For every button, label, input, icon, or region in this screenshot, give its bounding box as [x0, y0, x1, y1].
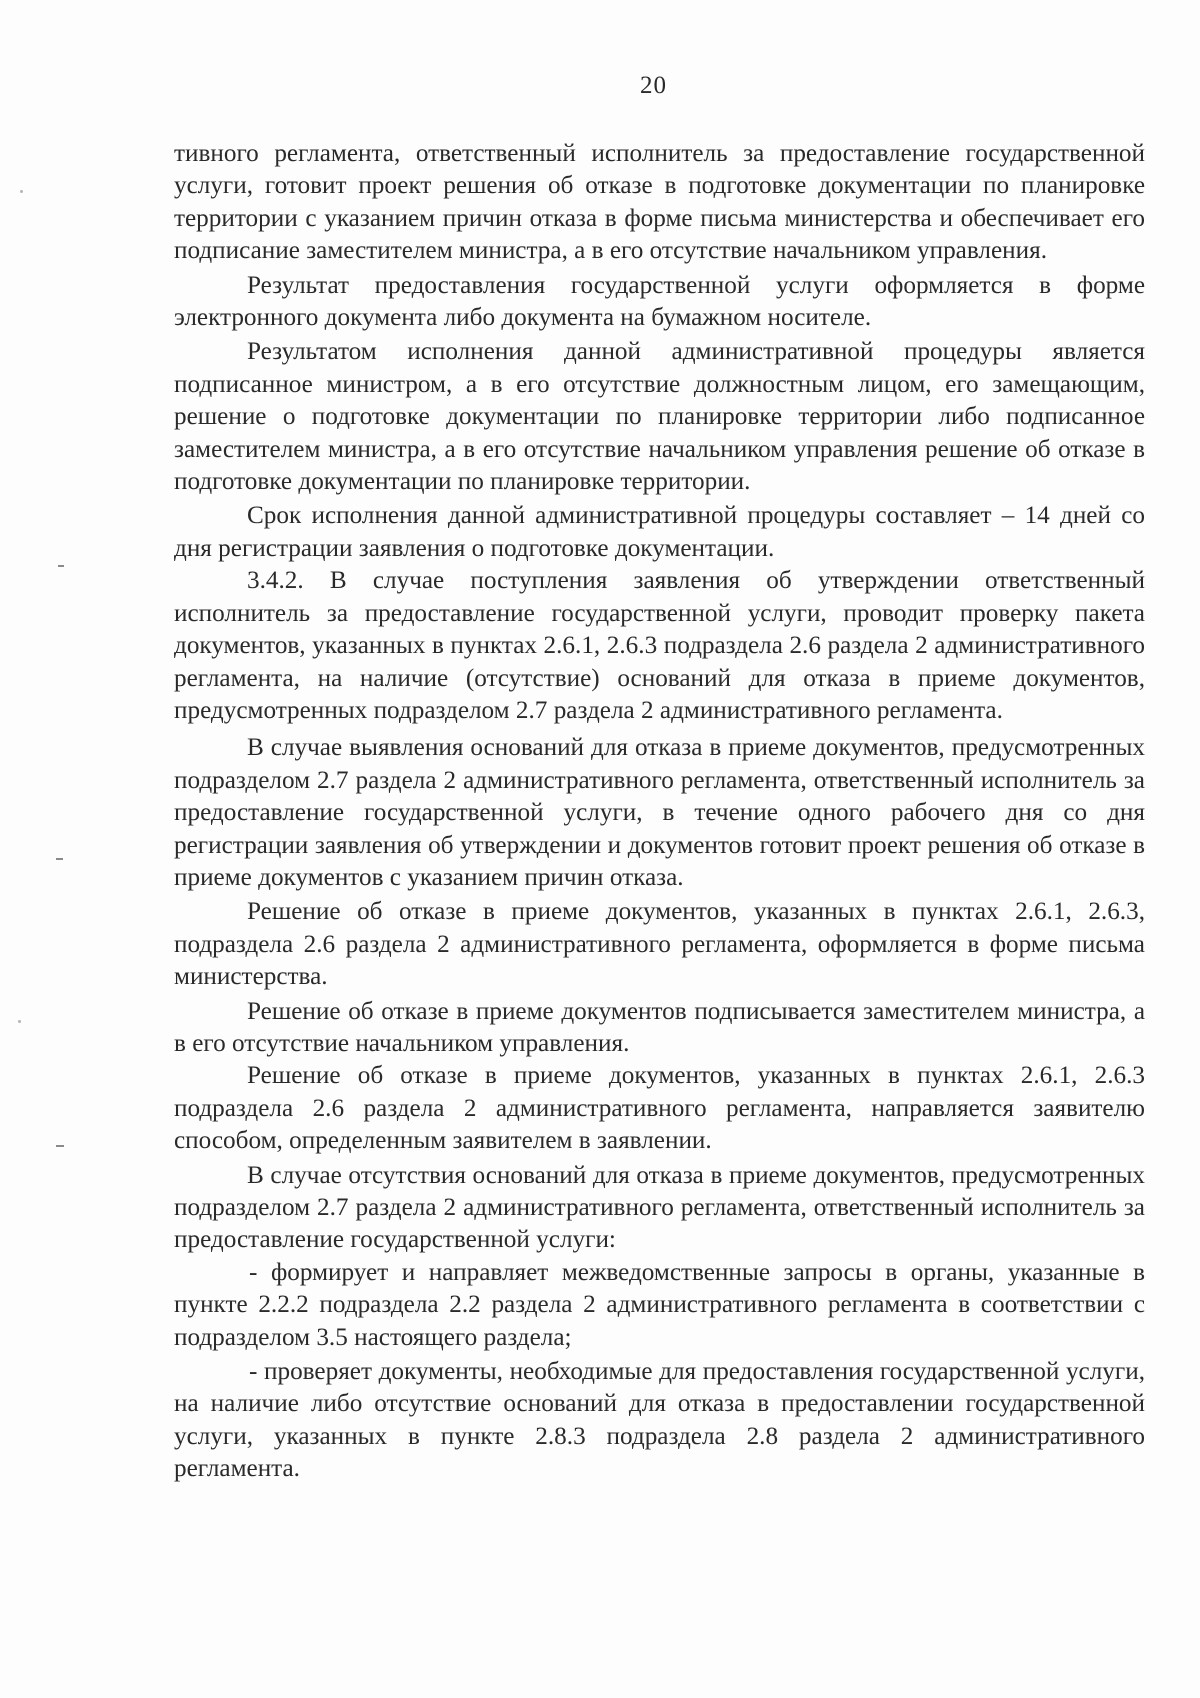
paragraph-result-format: Результат предоставления государственной услуги оформляется в форме электронного документа либо документа на бумажном носителе. — [174, 271, 1145, 332]
list-item-interagency-requests: - формирует и направляет межведомственные запросы в органы, указанные в пункте 2.2.2 подраздела 2.2 раздела 2 административного регламента в соответствии с подразделом 3.5 настоящего раздела; — [174, 1258, 1145, 1351]
scan-mark — [58, 565, 64, 567]
paragraph-refusal-signing: Решение об отказе в приеме документов подписывается заместителем министра, а в его отсутствие начальником управления. — [174, 997, 1145, 1057]
scan-mark — [56, 1145, 64, 1147]
document-body — [174, 138, 1145, 1486]
paragraph-section-3-4-2: 3.4.2. В случае поступления заявления об утверждении ответственный исполнитель за предоставление государственной услуги, проводит проверку пакета документов, указанных в пунктах 2.6.1, 2.6.3 подраздела 2.6 раздела 2 административного регламента, на наличие (отсутствие) оснований для отказа в приеме документов, предусмотренных подразделом 2.7 раздела 2 административного регламента. — [174, 567, 1145, 724]
paragraph-procedure-result: Результатом исполнения данной административной процедуры является подписанное министром, а в его отсутствие должностным лицом, его замещающим, решение о подготовке документации по планировке территории либо подписанное заместителем министра, а в его отсутствие начальником управления решение об отказе в подготовке документации по планировке территории. — [174, 338, 1145, 496]
scan-mark — [56, 858, 63, 860]
paragraph-refusal-delivery: Решение об отказе в приеме документов, указанных в пунктах 2.6.1, 2.6.3 подраздела 2.6 раздела 2 административного регламента, направляется заявителю способом, определенным заявителем в заявлении. — [174, 1062, 1145, 1155]
paragraph-refusal-form: Решение об отказе в приеме документов, указанных в пунктах 2.6.1, 2.6.3, подраздела 2.6 раздела 2 административного регламента, оформляется в форме письма министерства. — [174, 898, 1145, 991]
list-item-document-check: - проверяет документы, необходимые для предоставления государственной услуги, на наличие либо отсутствие оснований для отказа в предоставлении государственной услуги, указанных в пункте 2.8.3 подраздела 2.8 раздела 2 административного регламента. — [174, 1358, 1145, 1483]
paragraph-refusal-grounds: В случае выявления оснований для отказа в приеме документов, предусмотренных подразделом 2.7 раздела 2 административного регламента, ответственный исполнитель за предоставление государственной услуги, в течение одного рабочего дня со дня регистрации заявления об утверждении и документов готовит проект решения об отказе в приеме документов с указанием причин отказа. — [174, 734, 1145, 891]
scan-speck — [18, 1020, 21, 1023]
scan-speck — [20, 190, 23, 193]
page-number: 20 — [640, 72, 667, 99]
paragraph-no-refusal-grounds: В случае отсутствия оснований для отказа в приеме документов, предусмотренных подразделом 2.7 раздела 2 административного регламента, ответственный исполнитель за предоставление государственной услуги: — [174, 1161, 1145, 1254]
paragraph-continuation: тивного регламента, ответственный исполнитель за предоставление государственной услуги, готовит проект решения об отказе в подготовке документации по планировке территории с указанием причин отказа в форме письма министерства и обеспечивает его подписание заместителем министра, а в его отсутствие начальником управления. — [174, 140, 1145, 265]
paragraph-procedure-term: Срок исполнения данной административной процедуры составляет – 14 дней со дня регистрации заявления о подготовке документации. — [174, 502, 1145, 562]
